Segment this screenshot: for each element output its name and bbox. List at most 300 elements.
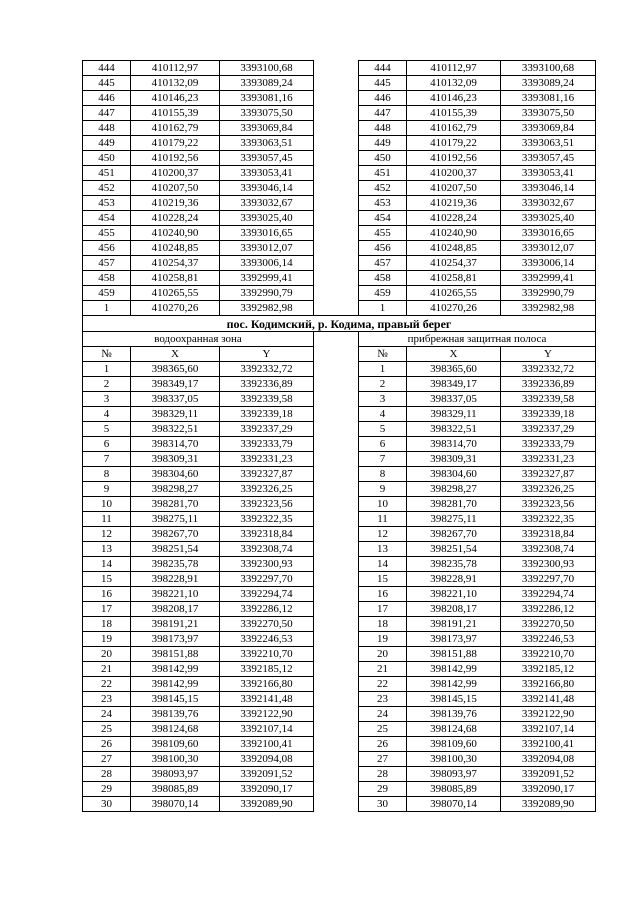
left-y-coordinate: 3392332,72 bbox=[220, 362, 314, 377]
right-point-number: 14 bbox=[359, 557, 407, 572]
left-point-number: 457 bbox=[83, 256, 131, 271]
left-point-number: 25 bbox=[83, 722, 131, 737]
right-point-number: 13 bbox=[359, 542, 407, 557]
right-x-coordinate: 398304,60 bbox=[407, 467, 501, 482]
left-point-number: 448 bbox=[83, 121, 131, 136]
table-row bbox=[83, 452, 596, 467]
right-y-coordinate: 3392318,84 bbox=[501, 527, 596, 542]
table-row bbox=[83, 737, 596, 752]
right-x-coordinate: 398337,05 bbox=[407, 392, 501, 407]
right-y-coordinate: 3392327,87 bbox=[501, 467, 596, 482]
left-x-coordinate: 398267,70 bbox=[131, 527, 220, 542]
right-x-coordinate: 398109,60 bbox=[407, 737, 501, 752]
table-row bbox=[83, 512, 596, 527]
left-x-coordinate: 410207,50 bbox=[131, 181, 220, 196]
table-row bbox=[83, 166, 596, 181]
right-y-coordinate: 3392339,18 bbox=[501, 407, 596, 422]
table-row bbox=[83, 106, 596, 121]
table-row bbox=[83, 587, 596, 602]
right-y-coordinate: 3392337,29 bbox=[501, 422, 596, 437]
left-x-coordinate: 398100,30 bbox=[131, 752, 220, 767]
right-y-coordinate: 3392323,56 bbox=[501, 497, 596, 512]
gap-cell bbox=[314, 422, 359, 437]
left-y-coordinate: 3392185,12 bbox=[220, 662, 314, 677]
gap-cell bbox=[314, 121, 359, 136]
table-row bbox=[83, 467, 596, 482]
left-x-coordinate: 398145,15 bbox=[131, 692, 220, 707]
right-y-coordinate: 3392990,79 bbox=[501, 286, 596, 301]
left-point-number: 22 bbox=[83, 677, 131, 692]
left-y-coordinate: 3393057,45 bbox=[220, 151, 314, 166]
right-x-coordinate: 398281,70 bbox=[407, 497, 501, 512]
table-row bbox=[83, 241, 596, 256]
left-y-coordinate: 3392210,70 bbox=[220, 647, 314, 662]
right-point-number: 18 bbox=[359, 617, 407, 632]
right-point-number: 446 bbox=[359, 91, 407, 106]
right-x-coordinate: 410192,56 bbox=[407, 151, 501, 166]
table-row bbox=[83, 211, 596, 226]
right-y-coordinate: 3392326,25 bbox=[501, 482, 596, 497]
right-point-number: 447 bbox=[359, 106, 407, 121]
table-row bbox=[83, 662, 596, 677]
right-y-coordinate: 3392308,74 bbox=[501, 542, 596, 557]
gap-cell bbox=[314, 737, 359, 752]
right-point-number: 25 bbox=[359, 722, 407, 737]
right-point-number: 3 bbox=[359, 392, 407, 407]
right-y-coordinate: 3392331,23 bbox=[501, 452, 596, 467]
left-y-coordinate: 3392337,29 bbox=[220, 422, 314, 437]
gap-cell bbox=[314, 226, 359, 241]
table-row bbox=[83, 76, 596, 91]
left-point-number: 5 bbox=[83, 422, 131, 437]
left-y-coordinate: 3392091,52 bbox=[220, 767, 314, 782]
right-point-number: 450 bbox=[359, 151, 407, 166]
left-x-coordinate: 398349,17 bbox=[131, 377, 220, 392]
right-y-coordinate: 3393057,45 bbox=[501, 151, 596, 166]
left-x-coordinate: 410146,23 bbox=[131, 91, 220, 106]
left-x-coordinate: 398142,99 bbox=[131, 662, 220, 677]
left-x-coordinate: 398251,54 bbox=[131, 542, 220, 557]
right-x-coordinate: 398309,31 bbox=[407, 452, 501, 467]
left-x-coordinate: 410265,55 bbox=[131, 286, 220, 301]
left-x-coordinate: 410228,24 bbox=[131, 211, 220, 226]
left-x-coordinate: 398235,78 bbox=[131, 557, 220, 572]
gap-cell bbox=[314, 707, 359, 722]
right-x-coordinate: 398322,51 bbox=[407, 422, 501, 437]
gap-cell bbox=[314, 587, 359, 602]
left-point-number: 458 bbox=[83, 271, 131, 286]
left-point-number: 454 bbox=[83, 211, 131, 226]
left-x-coordinate: 398208,17 bbox=[131, 602, 220, 617]
left-point-number: 447 bbox=[83, 106, 131, 121]
left-point-number: 1 bbox=[83, 362, 131, 377]
left-x-coordinate: 398093,97 bbox=[131, 767, 220, 782]
left-point-number: 15 bbox=[83, 572, 131, 587]
left-point-number: 10 bbox=[83, 497, 131, 512]
left-point-number: 21 bbox=[83, 662, 131, 677]
gap-cell bbox=[314, 662, 359, 677]
left-point-number: 451 bbox=[83, 166, 131, 181]
left-point-number: 455 bbox=[83, 226, 131, 241]
left-point-number: 30 bbox=[83, 797, 131, 812]
left-point-number: 1 bbox=[83, 301, 131, 316]
right-x-coordinate: 398100,30 bbox=[407, 752, 501, 767]
right-y-coordinate: 3392089,90 bbox=[501, 797, 596, 812]
right-y-coordinate: 3393089,24 bbox=[501, 76, 596, 91]
left-point-number: 17 bbox=[83, 602, 131, 617]
left-x-coordinate: 410254,37 bbox=[131, 256, 220, 271]
left-x-coordinate: 410248,85 bbox=[131, 241, 220, 256]
left-x-coordinate: 398109,60 bbox=[131, 737, 220, 752]
gap-cell bbox=[314, 497, 359, 512]
left-point-number: 12 bbox=[83, 527, 131, 542]
left-x-coordinate: 398304,60 bbox=[131, 467, 220, 482]
table-row bbox=[83, 497, 596, 512]
left-y-coordinate: 3393012,07 bbox=[220, 241, 314, 256]
left-x-coordinate: 398314,70 bbox=[131, 437, 220, 452]
right-x-coordinate: 398142,99 bbox=[407, 662, 501, 677]
left-y-coordinate: 3392322,35 bbox=[220, 512, 314, 527]
gap-cell bbox=[314, 76, 359, 91]
left-y-coordinate: 3392982,98 bbox=[220, 301, 314, 316]
left-y-coordinate: 3392294,74 bbox=[220, 587, 314, 602]
table-row bbox=[83, 362, 596, 377]
gap-cell bbox=[314, 767, 359, 782]
left-x-coordinate: 398281,70 bbox=[131, 497, 220, 512]
right-point-number: 21 bbox=[359, 662, 407, 677]
table-row bbox=[83, 151, 596, 166]
right-y-coordinate: 3393069,84 bbox=[501, 121, 596, 136]
table-row bbox=[83, 256, 596, 271]
left-point-number: 9 bbox=[83, 482, 131, 497]
left-x-coordinate: 398365,60 bbox=[131, 362, 220, 377]
left-x-coordinate: 398309,31 bbox=[131, 452, 220, 467]
right-x-coordinate: 398235,78 bbox=[407, 557, 501, 572]
zone-header-row bbox=[83, 332, 596, 347]
right-y-coordinate: 3392999,41 bbox=[501, 271, 596, 286]
table-row bbox=[83, 301, 596, 316]
left-y-coordinate: 3392094,08 bbox=[220, 752, 314, 767]
right-y-coordinate: 3393012,07 bbox=[501, 241, 596, 256]
left-x-coordinate: 398275,11 bbox=[131, 512, 220, 527]
left-y-coordinate: 3393075,50 bbox=[220, 106, 314, 121]
right-y-coordinate: 3393100,68 bbox=[501, 61, 596, 76]
right-y-coordinate: 3392270,50 bbox=[501, 617, 596, 632]
right-y-coordinate: 3392210,70 bbox=[501, 647, 596, 662]
gap-cell bbox=[314, 347, 359, 362]
table-row bbox=[83, 767, 596, 782]
left-point-number: 445 bbox=[83, 76, 131, 91]
right-x-coordinate: 410155,39 bbox=[407, 106, 501, 121]
table-row bbox=[83, 271, 596, 286]
left-point-number: 14 bbox=[83, 557, 131, 572]
left-y-coordinate: 3393089,24 bbox=[220, 76, 314, 91]
gap-cell bbox=[314, 286, 359, 301]
right-x-coordinate: 398267,70 bbox=[407, 527, 501, 542]
right-x-coordinate: 398070,14 bbox=[407, 797, 501, 812]
right-y-coordinate: 3393016,65 bbox=[501, 226, 596, 241]
section-header bbox=[83, 316, 596, 362]
right-point-number: 24 bbox=[359, 707, 407, 722]
left-x-coordinate: 398298,27 bbox=[131, 482, 220, 497]
left-y-coordinate: 3393032,67 bbox=[220, 196, 314, 211]
left-y-coordinate: 3392089,90 bbox=[220, 797, 314, 812]
right-y-coordinate: 3393081,16 bbox=[501, 91, 596, 106]
right-x-coordinate: 410228,24 bbox=[407, 211, 501, 226]
right-point-number: 1 bbox=[359, 301, 407, 316]
right-y-coordinate: 3392094,08 bbox=[501, 752, 596, 767]
gap-cell bbox=[314, 271, 359, 286]
right-x-coordinate: 398142,99 bbox=[407, 677, 501, 692]
right-point-number: 458 bbox=[359, 271, 407, 286]
right-point-number: 29 bbox=[359, 782, 407, 797]
right-point-number: 459 bbox=[359, 286, 407, 301]
right-y-coordinate: 3392982,98 bbox=[501, 301, 596, 316]
left-point-number: 23 bbox=[83, 692, 131, 707]
table-row bbox=[83, 797, 596, 812]
gap-cell bbox=[314, 752, 359, 767]
gap-cell bbox=[314, 512, 359, 527]
right-point-number: 448 bbox=[359, 121, 407, 136]
left-point-number: 16 bbox=[83, 587, 131, 602]
right-x-coordinate: 398173,97 bbox=[407, 632, 501, 647]
left-header-x: X bbox=[131, 347, 220, 362]
right-x-coordinate: 398208,17 bbox=[407, 602, 501, 617]
gap-cell bbox=[314, 692, 359, 707]
left-y-coordinate: 3392100,41 bbox=[220, 737, 314, 752]
left-x-coordinate: 398139,76 bbox=[131, 707, 220, 722]
left-x-coordinate: 398228,91 bbox=[131, 572, 220, 587]
right-y-coordinate: 3392122,90 bbox=[501, 707, 596, 722]
table-row bbox=[83, 407, 596, 422]
right-point-number: 1 bbox=[359, 362, 407, 377]
left-point-number: 6 bbox=[83, 437, 131, 452]
top-section bbox=[83, 61, 596, 316]
right-y-coordinate: 3392300,93 bbox=[501, 557, 596, 572]
right-x-coordinate: 398093,97 bbox=[407, 767, 501, 782]
right-y-coordinate: 3392100,41 bbox=[501, 737, 596, 752]
table-row bbox=[83, 602, 596, 617]
gap-cell bbox=[314, 677, 359, 692]
left-x-coordinate: 398142,99 bbox=[131, 677, 220, 692]
right-y-coordinate: 3392336,89 bbox=[501, 377, 596, 392]
left-x-coordinate: 410219,36 bbox=[131, 196, 220, 211]
left-x-coordinate: 410240,90 bbox=[131, 226, 220, 241]
left-y-coordinate: 3392339,58 bbox=[220, 392, 314, 407]
left-y-coordinate: 3392990,79 bbox=[220, 286, 314, 301]
left-point-number: 444 bbox=[83, 61, 131, 76]
left-y-coordinate: 3393063,51 bbox=[220, 136, 314, 151]
table-row bbox=[83, 181, 596, 196]
right-y-coordinate: 3392322,35 bbox=[501, 512, 596, 527]
left-point-number: 26 bbox=[83, 737, 131, 752]
right-x-coordinate: 410179,22 bbox=[407, 136, 501, 151]
left-y-coordinate: 3392286,12 bbox=[220, 602, 314, 617]
table-row bbox=[83, 557, 596, 572]
gap-cell bbox=[314, 452, 359, 467]
right-x-coordinate: 410132,09 bbox=[407, 76, 501, 91]
left-y-coordinate: 3392999,41 bbox=[220, 271, 314, 286]
gap-cell bbox=[314, 722, 359, 737]
table-row bbox=[83, 437, 596, 452]
left-y-coordinate: 3393006,14 bbox=[220, 256, 314, 271]
right-zone-title: прибрежная защитная полоса bbox=[359, 332, 596, 347]
gap-cell bbox=[314, 61, 359, 76]
right-x-coordinate: 410265,55 bbox=[407, 286, 501, 301]
gap-cell bbox=[314, 362, 359, 377]
gap-cell bbox=[314, 542, 359, 557]
left-point-number: 449 bbox=[83, 136, 131, 151]
right-x-coordinate: 398145,15 bbox=[407, 692, 501, 707]
right-y-coordinate: 3392141,48 bbox=[501, 692, 596, 707]
right-point-number: 445 bbox=[359, 76, 407, 91]
right-header-num: № bbox=[359, 347, 407, 362]
right-point-number: 453 bbox=[359, 196, 407, 211]
left-point-number: 446 bbox=[83, 91, 131, 106]
right-x-coordinate: 410248,85 bbox=[407, 241, 501, 256]
right-y-coordinate: 3393025,40 bbox=[501, 211, 596, 226]
left-x-coordinate: 398322,51 bbox=[131, 422, 220, 437]
right-x-coordinate: 398329,11 bbox=[407, 407, 501, 422]
right-header-y: Y bbox=[501, 347, 596, 362]
left-y-coordinate: 3392333,79 bbox=[220, 437, 314, 452]
right-y-coordinate: 3392166,80 bbox=[501, 677, 596, 692]
gap-cell bbox=[314, 241, 359, 256]
right-x-coordinate: 410146,23 bbox=[407, 91, 501, 106]
left-y-coordinate: 3393025,40 bbox=[220, 211, 314, 226]
left-point-number: 459 bbox=[83, 286, 131, 301]
gap-cell bbox=[314, 527, 359, 542]
gap-cell bbox=[314, 332, 359, 347]
table-row bbox=[83, 782, 596, 797]
table-row bbox=[83, 617, 596, 632]
right-y-coordinate: 3393046,14 bbox=[501, 181, 596, 196]
gap-cell bbox=[314, 782, 359, 797]
right-x-coordinate: 410219,36 bbox=[407, 196, 501, 211]
left-x-coordinate: 398124,68 bbox=[131, 722, 220, 737]
right-x-coordinate: 410112,97 bbox=[407, 61, 501, 76]
gap-cell bbox=[314, 482, 359, 497]
left-point-number: 7 bbox=[83, 452, 131, 467]
right-point-number: 26 bbox=[359, 737, 407, 752]
right-x-coordinate: 410207,50 bbox=[407, 181, 501, 196]
right-point-number: 449 bbox=[359, 136, 407, 151]
left-y-coordinate: 3393069,84 bbox=[220, 121, 314, 136]
left-y-coordinate: 3393016,65 bbox=[220, 226, 314, 241]
right-point-number: 5 bbox=[359, 422, 407, 437]
right-x-coordinate: 398151,88 bbox=[407, 647, 501, 662]
right-point-number: 456 bbox=[359, 241, 407, 256]
gap-cell bbox=[314, 647, 359, 662]
gap-cell bbox=[314, 181, 359, 196]
gap-cell bbox=[314, 797, 359, 812]
gap-cell bbox=[314, 211, 359, 226]
gap-cell bbox=[314, 602, 359, 617]
section-title-row bbox=[83, 316, 596, 332]
section-title: пос. Кодимский, р. Кодима, правый берег bbox=[83, 316, 596, 332]
left-y-coordinate: 3392336,89 bbox=[220, 377, 314, 392]
right-y-coordinate: 3392286,12 bbox=[501, 602, 596, 617]
left-x-coordinate: 398085,89 bbox=[131, 782, 220, 797]
right-y-coordinate: 3392090,17 bbox=[501, 782, 596, 797]
right-point-number: 455 bbox=[359, 226, 407, 241]
left-point-number: 8 bbox=[83, 467, 131, 482]
left-point-number: 18 bbox=[83, 617, 131, 632]
table-row bbox=[83, 392, 596, 407]
right-y-coordinate: 3392339,58 bbox=[501, 392, 596, 407]
left-x-coordinate: 398329,11 bbox=[131, 407, 220, 422]
left-x-coordinate: 398337,05 bbox=[131, 392, 220, 407]
right-y-coordinate: 3392091,52 bbox=[501, 767, 596, 782]
left-point-number: 450 bbox=[83, 151, 131, 166]
right-point-number: 451 bbox=[359, 166, 407, 181]
right-point-number: 454 bbox=[359, 211, 407, 226]
gap-cell bbox=[314, 91, 359, 106]
gap-cell bbox=[314, 106, 359, 121]
table-row bbox=[83, 91, 596, 106]
left-point-number: 24 bbox=[83, 707, 131, 722]
right-point-number: 4 bbox=[359, 407, 407, 422]
left-point-number: 4 bbox=[83, 407, 131, 422]
left-y-coordinate: 3392318,84 bbox=[220, 527, 314, 542]
right-y-coordinate: 3393075,50 bbox=[501, 106, 596, 121]
right-point-number: 10 bbox=[359, 497, 407, 512]
right-point-number: 8 bbox=[359, 467, 407, 482]
table-row bbox=[83, 692, 596, 707]
left-point-number: 28 bbox=[83, 767, 131, 782]
right-point-number: 22 bbox=[359, 677, 407, 692]
right-x-coordinate: 410258,81 bbox=[407, 271, 501, 286]
bottom-section bbox=[83, 362, 596, 812]
gap-cell bbox=[314, 407, 359, 422]
left-zone-title: водоохранная зона bbox=[83, 332, 314, 347]
table-row bbox=[83, 286, 596, 301]
left-y-coordinate: 3392270,50 bbox=[220, 617, 314, 632]
right-point-number: 19 bbox=[359, 632, 407, 647]
left-header-num: № bbox=[83, 347, 131, 362]
right-x-coordinate: 398085,89 bbox=[407, 782, 501, 797]
right-y-coordinate: 3393063,51 bbox=[501, 136, 596, 151]
table-row bbox=[83, 632, 596, 647]
gap-cell bbox=[314, 617, 359, 632]
left-point-number: 456 bbox=[83, 241, 131, 256]
gap-cell bbox=[314, 166, 359, 181]
right-x-coordinate: 398228,91 bbox=[407, 572, 501, 587]
right-point-number: 20 bbox=[359, 647, 407, 662]
right-x-coordinate: 398191,21 bbox=[407, 617, 501, 632]
left-y-coordinate: 3393046,14 bbox=[220, 181, 314, 196]
table-row bbox=[83, 482, 596, 497]
left-x-coordinate: 410132,09 bbox=[131, 76, 220, 91]
right-x-coordinate: 410162,79 bbox=[407, 121, 501, 136]
gap-cell bbox=[314, 377, 359, 392]
left-x-coordinate: 398173,97 bbox=[131, 632, 220, 647]
gap-cell bbox=[314, 392, 359, 407]
table-row bbox=[83, 121, 596, 136]
right-x-coordinate: 410254,37 bbox=[407, 256, 501, 271]
left-y-coordinate: 3392141,48 bbox=[220, 692, 314, 707]
left-x-coordinate: 410200,37 bbox=[131, 166, 220, 181]
right-point-number: 444 bbox=[359, 61, 407, 76]
left-point-number: 453 bbox=[83, 196, 131, 211]
gap-cell bbox=[314, 572, 359, 587]
left-y-coordinate: 3392327,87 bbox=[220, 467, 314, 482]
left-y-coordinate: 3392166,80 bbox=[220, 677, 314, 692]
right-x-coordinate: 398314,70 bbox=[407, 437, 501, 452]
gap-cell bbox=[314, 557, 359, 572]
gap-cell bbox=[314, 256, 359, 271]
table-row bbox=[83, 707, 596, 722]
